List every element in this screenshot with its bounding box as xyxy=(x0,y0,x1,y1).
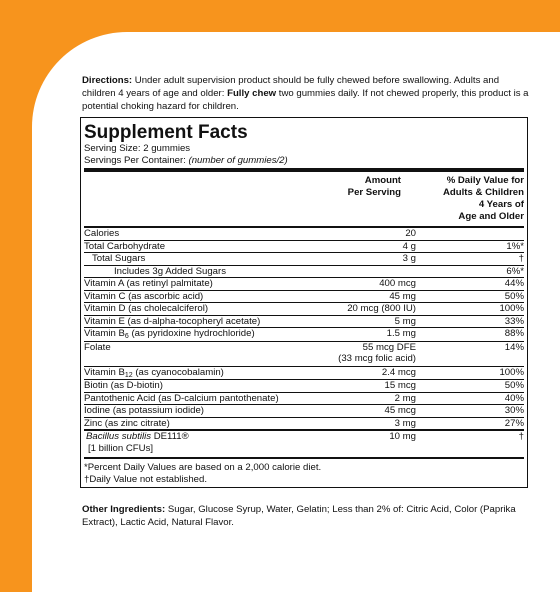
amount-value: 45 mg xyxy=(389,290,416,302)
nutrient-name-rest: (as cyanocobalamin) xyxy=(132,366,224,378)
other-ingredients xyxy=(82,504,532,529)
amount-header-line: Per Serving xyxy=(347,187,401,198)
nutrient-dv: 40% xyxy=(504,392,524,404)
nutrient-name: Total Sugars xyxy=(92,253,146,264)
serving-size: Serving Size: 2 gummies xyxy=(84,143,191,154)
nutrient-name: Vitamin A (as retinyl palmitate) xyxy=(84,278,213,289)
bacillus-row xyxy=(84,431,524,459)
nutrient-row xyxy=(84,291,524,304)
other-ingredients-text: Sugar, Glucose Syrup, Water, Gelatin; Less than 2% of: Citric Acid, Color (Paprika Extract), Lactic Acid, Natural Flavor. xyxy=(82,504,516,528)
nutrient-amount xyxy=(311,405,436,417)
supplement-facts-panel xyxy=(80,117,528,488)
daily-value-header-line: % Daily Value for xyxy=(446,175,524,186)
nutrient-dv: † xyxy=(518,253,524,264)
nutrient-dv: 88% xyxy=(504,328,524,339)
nutrient-row xyxy=(84,405,524,418)
nutrient-amount xyxy=(311,303,436,315)
nutrient-name: Calories xyxy=(84,228,120,239)
nutrient-name: Vitamin E (as d-alpha-tocopheryl acetate) xyxy=(84,315,261,327)
nutrient-dv: 14% xyxy=(504,341,524,353)
amount-value: 20 mcg (800 IU) xyxy=(347,303,416,314)
bacillus-name-rest: DE111® xyxy=(151,431,189,442)
amount-header xyxy=(311,172,401,226)
nutrient-row xyxy=(84,303,524,316)
nutrient-row xyxy=(84,342,524,367)
nutrient-subscript: 12 xyxy=(124,371,133,379)
nutrient-row xyxy=(84,367,524,381)
nutrient-amount xyxy=(311,241,436,253)
servings-per-container xyxy=(84,155,524,167)
directions-text-1: Under adult supervision product should be fully chewed before swallowing. Adults and children 4 years of age and older: xyxy=(82,75,500,99)
nutrient-row xyxy=(84,393,524,406)
amount-value: 45 mcg xyxy=(384,405,416,416)
amount-value: 1.5 mg xyxy=(386,328,416,339)
nutrient-name: Folate xyxy=(84,341,111,353)
nutrient-dv: 44% xyxy=(504,278,524,289)
servings-value: (number of gummies/2) xyxy=(188,154,288,166)
nutrient-name: Zinc (as zinc citrate) xyxy=(84,417,170,429)
footnote-dv: *Percent Daily Values are based on a 2,000 calorie diet. xyxy=(84,462,322,473)
nutrient-dv: 33% xyxy=(504,315,524,327)
bacillus-amount: 10 mg xyxy=(389,431,416,442)
facts-title: Supplement Facts xyxy=(84,122,248,143)
nutrient-amount xyxy=(311,278,436,290)
nutrient-amount xyxy=(311,380,436,392)
nutrient-dv: 50% xyxy=(504,290,524,302)
amount-value: 3 g xyxy=(402,253,416,264)
nutrient-amount xyxy=(311,342,436,366)
nutrient-row xyxy=(84,418,524,432)
nutrient-dv xyxy=(436,228,524,240)
nutrient-dv: 50% xyxy=(504,380,524,391)
nutrient-row xyxy=(84,278,524,291)
amount-value: 20 xyxy=(405,228,416,239)
nutrient-dv: 1%* xyxy=(506,240,524,252)
nutrient-dv: 30% xyxy=(504,405,524,416)
footnotes xyxy=(84,459,524,487)
other-ingredients-label: Other Ingredients: xyxy=(82,504,166,515)
daily-value-header-line: Age and Older xyxy=(458,211,524,222)
daily-value-header xyxy=(401,172,524,226)
nutrient-amount xyxy=(311,228,436,240)
nutrient-amount xyxy=(311,316,436,328)
nutrient-amount xyxy=(311,328,436,341)
nutrient-name: Biotin (as D-biotin) xyxy=(84,380,163,391)
nutrient-name-rest: (as pyridoxine hydrochloride) xyxy=(128,328,255,339)
servings-label: Servings Per Container: xyxy=(84,154,189,166)
amount-value: 15 mcg xyxy=(384,380,416,391)
nutrient-dv: 100% xyxy=(499,366,524,378)
bacillus-cfu: [1 billion CFUs] xyxy=(88,442,154,454)
nutrient-rows xyxy=(84,228,524,431)
nutrient-row xyxy=(84,328,524,342)
nutrient-row xyxy=(84,380,524,393)
daily-value-header-line: 4 Years of xyxy=(478,199,524,210)
amount-value: 3 mg xyxy=(394,417,416,429)
amount-value: 4 g xyxy=(402,240,416,252)
nutrient-row xyxy=(84,266,524,279)
directions-label: Directions: xyxy=(82,75,133,86)
amount-value: 2 mg xyxy=(394,392,416,404)
nutrient-name: Vitamin B xyxy=(84,366,125,378)
nutrient-name: Vitamin D (as cholecalciferol) xyxy=(84,303,209,314)
nutrient-amount xyxy=(311,291,436,303)
nutrient-name: Iodine (as potassium iodide) xyxy=(84,405,204,416)
nutrient-row xyxy=(84,316,524,329)
footnote-dagger: †Daily Value not established. xyxy=(84,474,208,485)
nutrient-row xyxy=(84,253,524,266)
directions-text-2: two gummies daily. If not chewed properly, this product is a potential choking hazard for children. xyxy=(82,88,529,112)
bacillus-name: Bacillus subtilis xyxy=(86,431,152,442)
nutrient-name: Total Carbohydrate xyxy=(84,240,166,252)
amount-value-2: (33 mcg folic acid) xyxy=(338,353,416,364)
nutrient-name: Pantothenic Acid (as D-calcium pantothenate) xyxy=(84,392,279,404)
nutrient-row xyxy=(84,228,524,241)
nutrient-amount xyxy=(311,266,436,278)
nutrient-name: Vitamin B xyxy=(84,328,125,339)
amount-value: 55 mcg DFE xyxy=(362,341,416,353)
nutrient-amount xyxy=(311,393,436,405)
column-header xyxy=(84,172,524,228)
nutrient-subscript: 6 xyxy=(124,333,129,340)
nutrient-dv: 100% xyxy=(499,303,524,314)
bacillus-dv: † xyxy=(518,431,524,442)
nutrient-dv: 6%* xyxy=(506,265,524,277)
amount-header-line: Amount xyxy=(364,175,401,186)
nutrient-dv: 27% xyxy=(504,417,524,429)
nutrient-name: Includes 3g Added Sugars xyxy=(114,265,227,277)
amount-value: 400 mcg xyxy=(379,278,416,289)
directions-bold: Fully chew xyxy=(227,88,277,99)
directions xyxy=(82,74,532,113)
nutrient-row xyxy=(84,241,524,254)
nutrient-name: Vitamin C (as ascorbic acid) xyxy=(84,290,204,302)
nutrient-amount xyxy=(311,418,436,430)
amount-value: 2.4 mcg xyxy=(381,366,416,378)
nutrient-amount xyxy=(311,367,436,380)
daily-value-header-line: Adults & Children xyxy=(442,187,524,198)
nutrient-amount xyxy=(311,253,436,265)
amount-value: 5 mg xyxy=(394,315,416,327)
